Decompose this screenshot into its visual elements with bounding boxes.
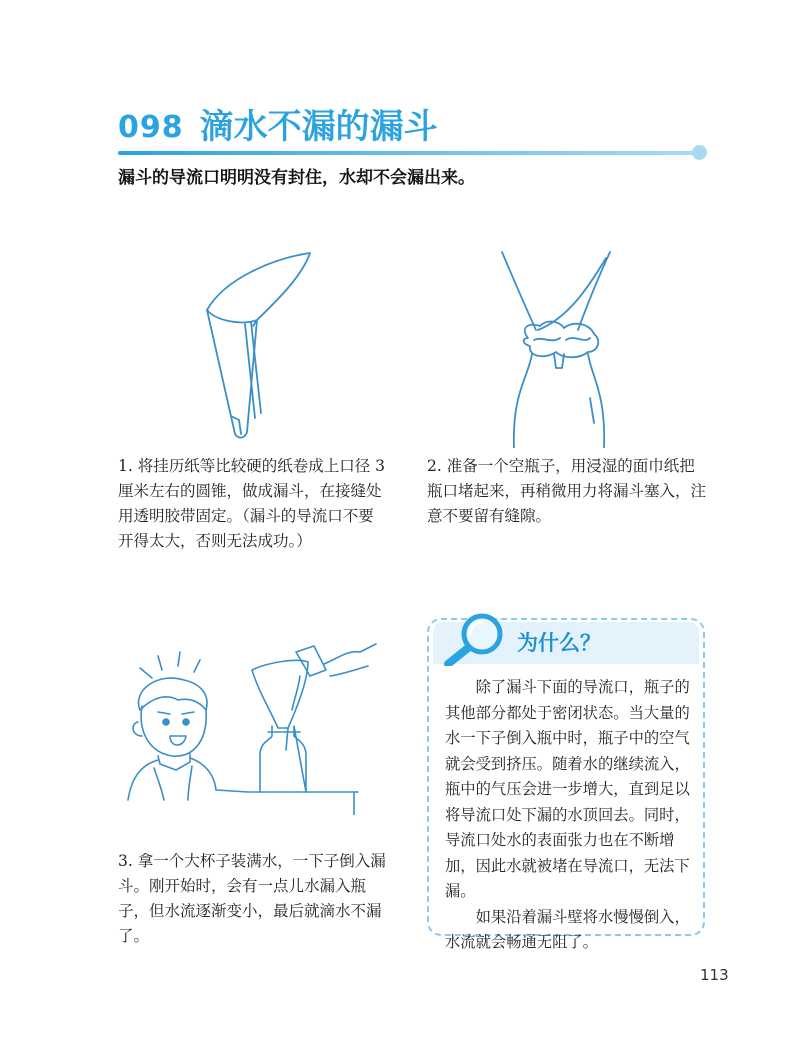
why-body [445,675,695,956]
bottle-funnel-illustration [498,248,616,448]
title-underline [118,151,696,155]
experiment-title: 滴水不漏的漏斗 [199,107,438,147]
experiment-number: 098 [118,110,184,145]
title-underline-dot [692,145,707,160]
why-title: 为什么？ [517,631,601,655]
paper-cone-illustration [195,248,325,448]
magnifier-icon [434,612,504,666]
step-1-caption: 1. 将挂历纸等比较硬的纸卷成上口径 3 厘米左右的圆锥，做成漏斗，在接缝处用透明胶带固定。（漏斗的导流口不要开得太大，否则无法成功。） [118,457,386,550]
page-number: 113 [700,966,729,984]
experiment-subtitle: 漏斗的导流口明明没有封住，水却不会漏出来。 [118,168,475,188]
step-2-caption: 2. 准备一个空瓶子，用浸湿的面巾纸把瓶口堵起来，再稍微用力将漏斗塞入，注意不要留有缝隙。 [427,457,707,525]
why-paragraph: 如果沿着漏斗壁将水慢慢倒入，水流就会畅通无阻了。 [445,907,690,951]
why-paragraph: 除了漏斗下面的导流口，瓶子的其他部分都处于密闭状态。当大量的水一下子倒入瓶中时，瓶子中的空气就会受到挤压。随着水的继续流入，瓶中的气压会进一步增大，直到足以将导流口处下漏的水顶回去。同时，导流口处水的表面张力也在不断增加，因此水就被堵在导流口，无法下漏。 [445,678,690,900]
page-title [118,98,438,148]
boy-pouring-water-illustration [118,640,378,815]
step-3-caption: 3. 拿一个大杯子装满水，一下子倒入漏斗。刚开始时，会有一点儿水漏入瓶子，但水流逐渐变小，最后就滴水不漏了。 [118,852,386,945]
